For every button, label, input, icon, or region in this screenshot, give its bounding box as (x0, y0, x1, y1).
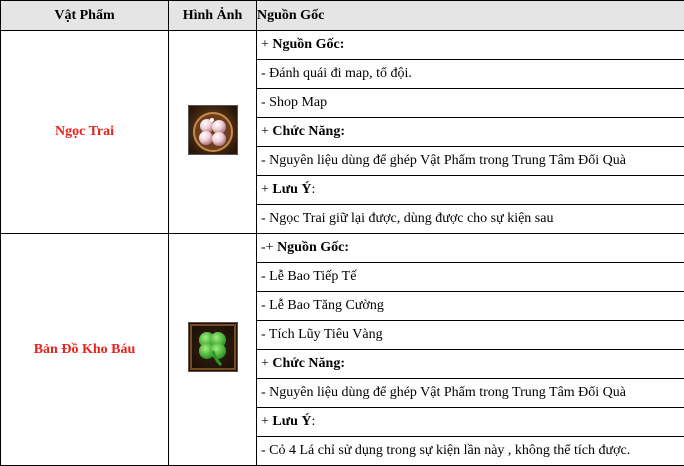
table-row (1, 31, 684, 234)
source-cell (257, 31, 684, 234)
item-name: Ngọc Trai (1, 31, 169, 234)
section-heading-note: + Lưu Ý: (257, 408, 684, 437)
list-item: - Shop Map (257, 89, 684, 118)
list-item: - Cỏ 4 Lá chỉ sử dụng trong sự kiện lần này , không thể tích được. (257, 437, 684, 465)
header-image: Hình Ảnh (169, 1, 257, 31)
list-item: - Nguyên liệu dùng để ghép Vật Phẩm trong Trung Tâm Đổi Quà (257, 379, 684, 408)
header-item: Vật Phẩm (1, 1, 169, 31)
item-name: Bản Đồ Kho Báu (1, 234, 169, 466)
source-cell (257, 234, 684, 466)
list-item: - Lễ Bao Tăng Cường (257, 292, 684, 321)
list-item: - Tích Lũy Tiêu Vàng (257, 321, 684, 350)
table-row (1, 234, 684, 466)
section-heading-function: + Chức Năng: (257, 118, 684, 147)
list-item: - Đánh quái đi map, tổ đội. (257, 60, 684, 89)
item-image-cell (169, 234, 257, 466)
section-heading-source: + Nguồn Gốc: (257, 31, 684, 60)
pearls-icon (188, 105, 238, 155)
header-row (1, 1, 684, 31)
list-item: - Lễ Bao Tiếp Tế (257, 263, 684, 292)
section-heading-note: + Lưu Ý: (257, 176, 684, 205)
list-item: - Nguyên liệu dùng để ghép Vật Phẩm trong Trung Tâm Đổi Quà (257, 147, 684, 176)
section-heading-function: + Chức Năng: (257, 350, 684, 379)
item-image-cell (169, 31, 257, 234)
header-source: Nguồn Gốc (257, 1, 684, 31)
section-heading-source: -+ Nguồn Gốc: (257, 234, 684, 263)
four-leaf-clover-icon (188, 322, 238, 372)
list-item: - Ngọc Trai giữ lại được, dùng được cho sự kiện sau (257, 205, 684, 233)
